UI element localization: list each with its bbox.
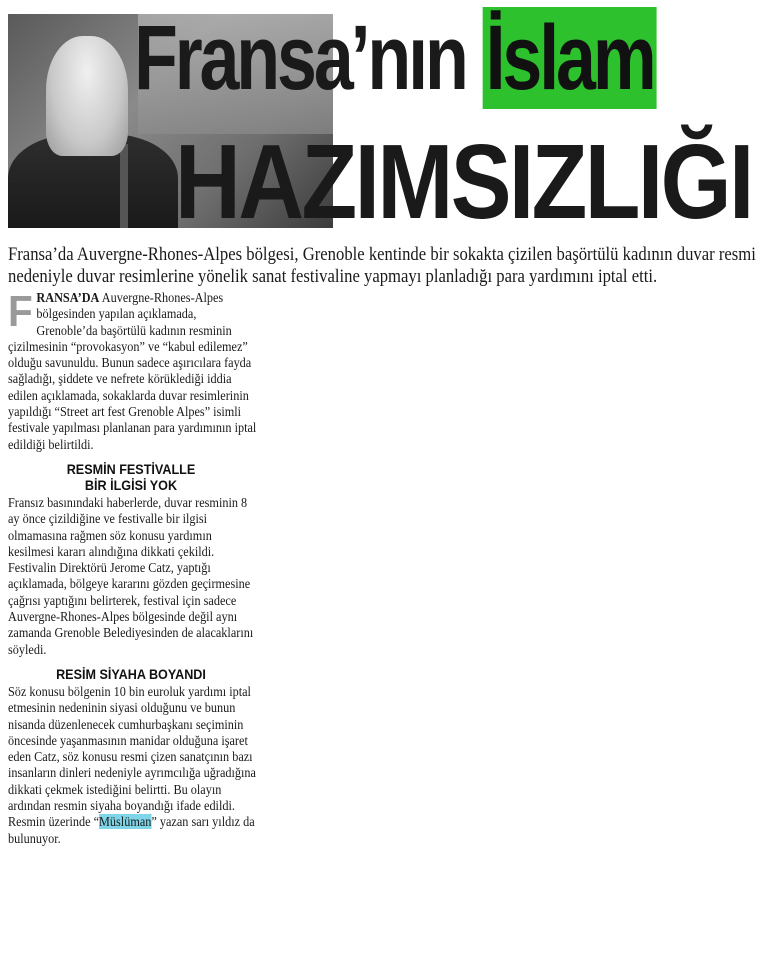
photo-headscarf — [46, 36, 128, 156]
headline-prefix: Fransa’nın — [134, 7, 466, 109]
paragraph-2: Fransız basınındaki haberlerde, duvar resminin 8 ay önce çizildiğine ve festivalle bir ilgisi olmamasına rağmen söz konusu yardımın kesilmesi kararı alındığına dikkati çekildi. Festivalin Direktörü Jerome Catz, yaptığı açıklamada, bölgeye kararını gözden geçirmesine çağrısı yaptığını belirterek, festival için sadece Auvergne-Rhones-Alpes bölgesinde değil aynı zamanda Grenoble Belediyesinden de alacaklarını söyledi. — [8, 494, 254, 657]
subheading-1-line-2: BİR İLGİSİ YOK — [84, 476, 178, 493]
headline-highlight: İslam — [482, 7, 656, 109]
subheading-2: RESİM SİYAHA BOYANDI — [56, 665, 206, 682]
paragraph-3-text: Söz konusu bölgenin 10 bin euroluk yardımı iptal etmesinin nedeninin siyasi olduğunu ve bunun nisanda düzenlenecek cumhurbaşkanı seçiminin öncesinde yaşanmasının manidar olduğuna işaret eden Catz, söz konusu resmi çizen sanatçının bazı insanların dinleri nedeniyle ayrımcılığa uğradığına dikkati çekmek istediğini belirtti. Bu olayın ardından resmin siyaha boyandığı ifade edildi. Resmin üzerinde “ — [8, 683, 256, 830]
intro-text: Auvergne-Rhones-Alpes bölgesinden yapılan açıklamada, Grenoble’da başörtülü kadının resminin çizilmesinin “provokasyon” ve “kabul edilemez” olduğu savunuldu. Bunun sadece aşırıcılara fayda sağladığı, şiddete ve nefrete körüklediği iddia edilen açıklamada, sokaklarda duvar resimlerinin yapıldığı “Street art fest Grenoble Alpes” isimli festivale yapılması planlanan para yardımının iptal edildiği belirtildi. — [8, 290, 257, 452]
headline-line-2: HAZIMSIZLIĞI — [175, 123, 752, 241]
lead-paragraph: Fransa’da Auvergne-Rhones-Alpes bölgesi, Grenoble kentinde bir sokakta çizilen başörtülü kadının duvar resmi nedeniyle duvar resimlerine yönelik sanat festivaline yapmayı planladığı para yardımını iptal etti. — [8, 245, 756, 287]
photo-bag-strap — [120, 144, 128, 228]
highlighted-word: Müslüman — [99, 814, 152, 830]
subheading-1-line-1: RESMİN FESTİVALLE — [66, 460, 196, 477]
paragraph-3 — [8, 684, 256, 847]
drop-cap: F — [8, 287, 33, 336]
intro-lead-word: RANSA’DA — [36, 290, 100, 305]
intro-paragraph — [8, 287, 257, 453]
paragraph-3-end: ” yazan sarı yıldız da bulunuyor. — [8, 814, 255, 846]
subheading-1 — [20, 461, 241, 493]
headline-line-1 — [134, 6, 657, 111]
article-column — [8, 287, 257, 847]
